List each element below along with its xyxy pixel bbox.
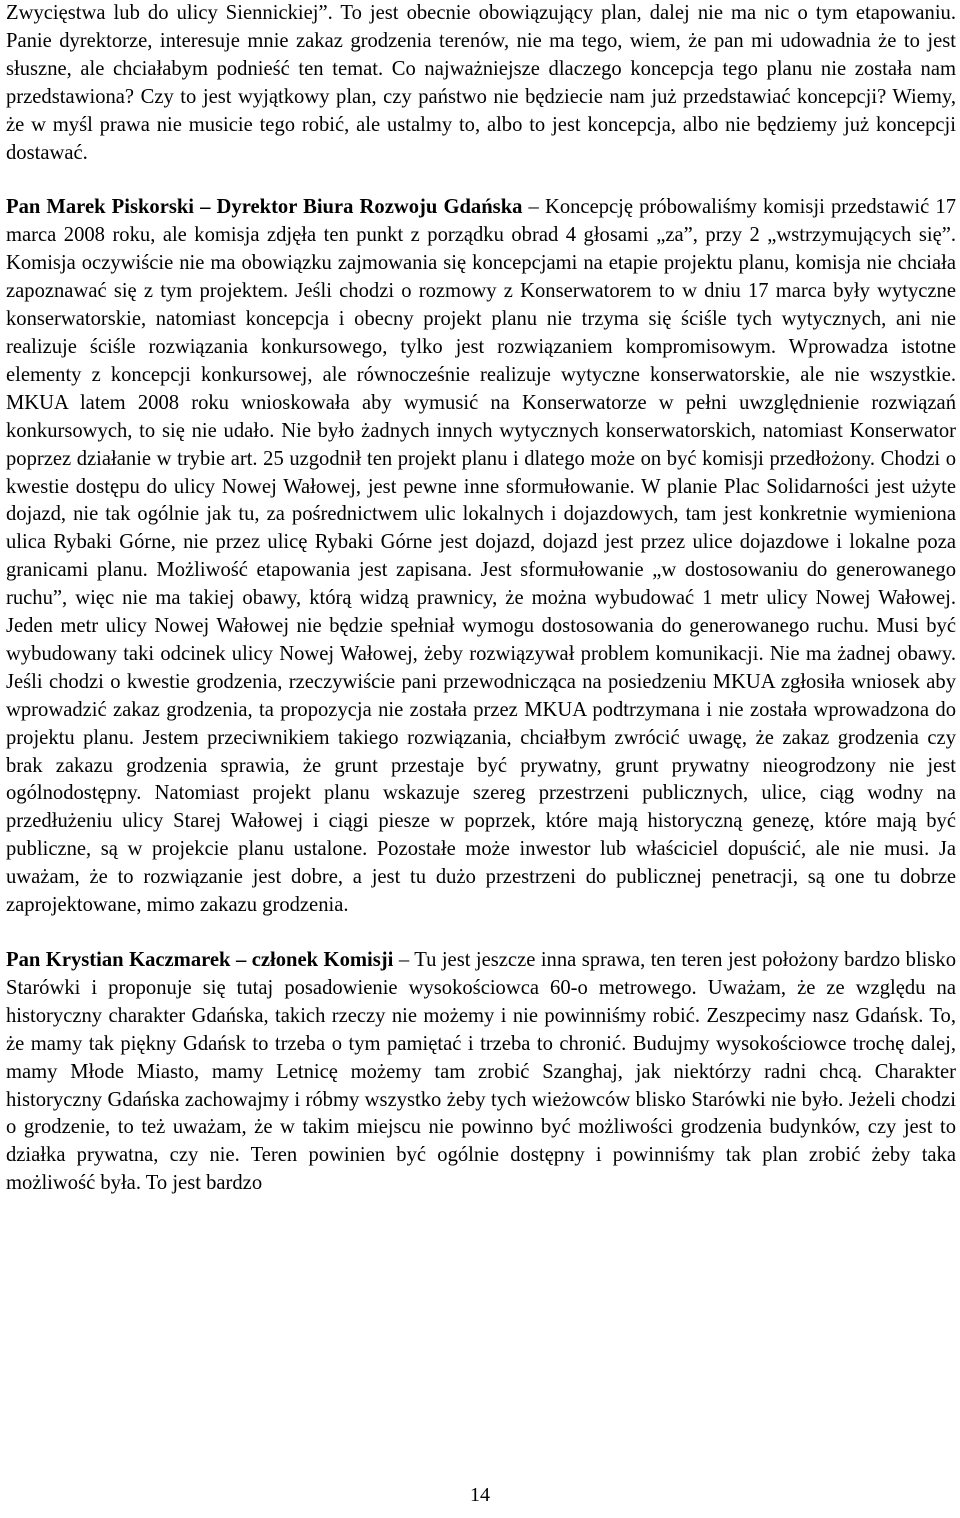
document-page: [6, 0, 956, 1198]
paragraph-3: [6, 947, 956, 1198]
page-number: 14: [470, 1484, 490, 1506]
speaker-name: Pan Krystian Kaczmarek – członek Komisji: [6, 949, 394, 971]
paragraph-2-text: – Koncepcję próbowaliśmy komisji przedstawić 17 marca 2008 roku, ale komisja zdjęła ten punkt z porządku obrad 4 głosami „za”, przy 2 „wstrzymujących się”. Komisja oczywiście nie ma obowiązku zajmowania się koncepcjami na etapie projektu planu, komisja nie chciała zapoznawać się z tym projektem. Jeśli chodzi o rozmowy z Konserwatorem to w dniu 17 marca były wytyczne konserwatorskie, natomiast koncepcja i obecny projekt planu nie trzyma się ściśle tych wytycznych, ani nie realizuje ściśle rozwiązania konkursowego, tylko jest rozwiązaniem kompromisowym. Wprowadza istotne elementy z koncepcji konkursowej, ale równocześnie realizuje wytyczne konserwatorskie, ale nie wszystkie. MKUA latem 2008 roku wnioskowała aby wymusić na Konserwatorze w pełni uwzględnienie rozwiązań konkursowych, to się nie udało. Nie było żadnych innych wytycznych konserwatorskich, natomiast Konserwator poprzez działanie w trybie art. 25 uzgodnił ten projekt planu i dlatego może on być komisji przedłożony. Chodzi o kwestie dostępu do ulicy Nowej Wałowej, jest pewne inne sformułowanie. W planie Plac Solidarności jest użyte dojazd, nie tak ogólnie jak tu, za pośrednictwem ulic lokalnych i dojazdowych, tam jest konkretnie wymieniona ulica Rybaki Górne, nie przez ulicę Rybaki Górne jest dojazd, dojazd jest przez ulice dojazdowe i lokalne poza granicami planu. Możliwość etapowania jest zapisana. Jest sformułowanie „w dostosowaniu do generowanego ruchu”, więc nie ma takiej obawy, którą widzą prawnicy, że można wybudować 1 metr ulicy Nowej Wałowej. Jeden metr ulicy Nowej Wałowej nie będzie spełniał wymogu dostosowania do generowanego ruchu. Musi być wybudowany taki odcinek ulicy Nowej Wałowej, żeby rozwiązywał problem komunikacji. Nie ma żadnej obawy. Jeśli chodzi o kwestie grodzenia, rzeczywiście pani przewodnicząca na posiedzeniu MKUA zgłosiła wniosek aby wprowadzić zakaz grodzenia, ta propozycja nie została przez MKUA podtrzymana i nie została wprowadzona do projektu planu. Jestem przeciwnikiem takiego rozwiązania, chciałbym zwrócić uwagę, że zakaz grodzenia czy brak zakazu grodzenia sprawia, że grunt przestaje być prywatny, grunt prywatny nieogrodzony nie jest ogólnodostępny. Natomiast projekt planu wskazuje szereg przestrzeni publicznych, ulice, ciąg wodny na przedłużeniu ulicy Starej Wałowej i ciągi piesze w poprzek, które mają historyczną genezę, które mają być publiczne, są w projekcie planu ustalone. Pozostałe może inwestor lub właściciel dopuścić, ale nie musi. Ja uważam, że to rozwiązanie jest dobre, a jest tu dużo przestrzeni do publicznej penetracji, są one tu dobrze zaprojektowane, mimo zakazu grodzenia.: [6, 196, 956, 917]
paragraph-1-text: Zwycięstwa lub do ulicy Siennickiej”. To jest obecnie obowiązujący plan, dalej nie ma nic o tym etapowaniu. Panie dyrektorze, interesuje mnie zakaz grodzenia terenów, nie ma tego, wiem, że pan mi udowadnia że to jest słuszne, ale chciałabym podnieść ten temat. Co najważniejsze dlaczego koncepcja tego planu nie została nam przedstawiona? Czy to jest wyjątkowy plan, czy państwo nie będziecie nam już przedstawiać koncepcji? Wiemy, że w myśl prawa nie musicie tego robić, ale ustalmy to, albo to jest koncepcja, albo nie będziemy już koncepcji dostawać.: [6, 2, 956, 164]
paragraph-1: [6, 0, 956, 167]
speaker-name: Pan Marek Piskorski – Dyrektor Biura Rozwoju Gdańska: [6, 196, 523, 219]
paragraph-3-text: – Tu jest jeszcze inna sprawa, ten teren jest położony bardzo blisko Starówki i proponuje się tutaj posadowienie wysokościowca 60-o metrowego. Uważam, że ze względu na historyczny charakter Gdańska, takich rzeczy nie możemy i nie powinniśmy robić. Zeszpecimy nasz Gdańsk. To, że mamy tak piękny Gdańsk to trzeba o tym pamiętać i trzeba to chronić. Budujmy wysokościowce trochę dalej, mamy Młode Miasto, mamy Letnicę możemy tam zrobić Szanghaj, jak niektórzy radni chcą. Charakter historyczny Gdańska zachowajmy i róbmy wszystko żeby tych wieżowców blisko Starówki nie było. Jeżeli chodzi o grodzenie, to też uważam, że w takim miejscu nie powinno być możliwości grodzenia budynków, czy jest to działka prywatna, czy nie. Teren powinien być ogólnie dostępny i powinniśmy tak plan zrobić żeby taka możliwość była. To jest bardzo: [6, 949, 956, 1195]
paragraph-2: [6, 194, 956, 920]
